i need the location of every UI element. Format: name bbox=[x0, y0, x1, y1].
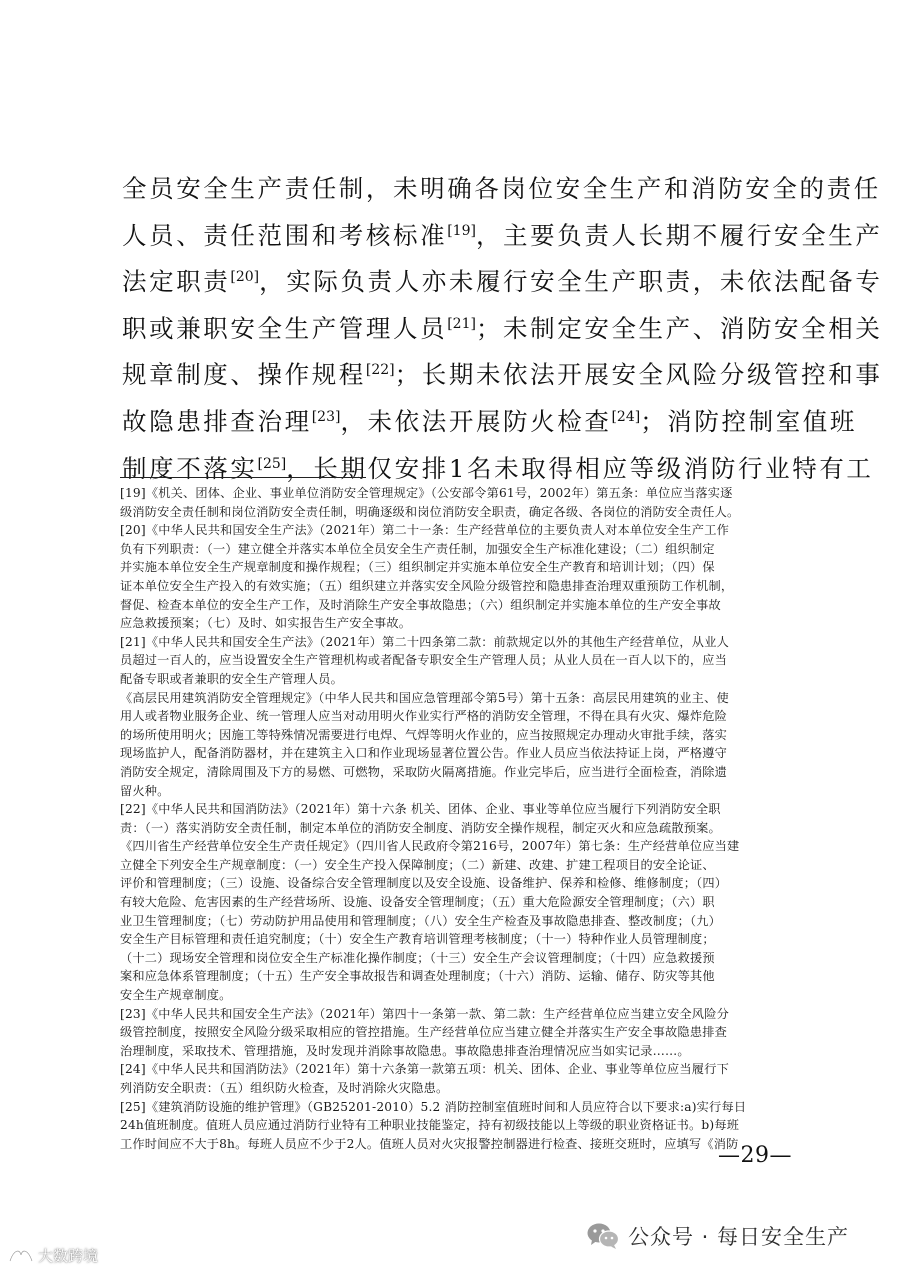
footnote-line: 级消防安全责任制和岗位消防安全责任制，明确逐级和岗位消防安全职责，确定各级、各岗位的消防安全责任人。 bbox=[120, 504, 740, 519]
footnote-ref[interactable]: [24] bbox=[611, 408, 641, 425]
watermark-text: 公众号 · 每日安全生产 bbox=[628, 1225, 850, 1249]
body-text bbox=[122, 166, 883, 492]
footnote-line: [25]《建筑消防设施的维护管理》（GB25201-2010）5.2 消防控制室值班时间和人员应符合以下要求:a)实行每日 bbox=[120, 1099, 747, 1114]
body-line bbox=[122, 352, 883, 399]
footnote-line: 应急救援预案；（七）及时、如实报告生产安全事故。 bbox=[120, 616, 412, 631]
body-line bbox=[122, 306, 883, 353]
footnote-line: 级管控制度，按照安全风险分级采取相应的管控措施。生产经营单位应当建立健全并落实生产安全事故隐患排查 bbox=[120, 1025, 727, 1040]
corner-watermark bbox=[8, 1243, 98, 1267]
footnote-line: 现场监护人，配备消防器材，并在建筑主入口和作业现场显著位置公告。作业人员应当依法持证上岗，严格遵守 bbox=[120, 746, 727, 761]
footnote-line: 业卫生管理制度；（七）劳动防护用品使用和管理制度；（八）安全生产检查及事故隐患排查、整改制度；（九） bbox=[120, 913, 722, 928]
footnote-line: 安全生产规章制度。 bbox=[120, 988, 232, 1003]
body-text-run: 制度不落实 bbox=[122, 453, 258, 483]
footnote-line: （十二）现场安全管理和岗位安全生产标准化操作制度；（十三）安全生产会议管理制度；（十四）应急救援预 bbox=[120, 950, 715, 965]
footnote-line: 用人或者物业服务企业、统一管理人应当对动用明火作业实行严格的消防安全管理，不得在具有火灾、爆炸危险 bbox=[120, 709, 727, 724]
footnote-line: 证本单位安全生产投入的有效实施；（五）组织建立并落实安全风险分级管控和隐患排查治理双重预防工作机制， bbox=[120, 578, 734, 593]
footnote-line: 《高层民用建筑消防安全管理规定》（中华人民共和国应急管理部令第5号）第十五条：高层民用建筑的业主、使 bbox=[120, 690, 729, 705]
body-text-run: 故隐患排查治理 bbox=[122, 406, 312, 436]
footnote-line: [22]《中华人民共和国消防法》（2021年）第十六条 机关、团体、企业、事业等单位应当履行下列消防安全职 bbox=[120, 802, 721, 817]
body-text-run: ，实际负责人亦未履行安全生产职责，未依法配备专 bbox=[259, 267, 883, 297]
body-line bbox=[122, 166, 881, 213]
body-text-run: 全员安全生产责任制，未明确各岗位安全生产和消防安全的责任 bbox=[122, 174, 881, 203]
wechat-icon bbox=[586, 1221, 620, 1251]
footnote-line: [20]《中华人民共和国安全生产法》（2021年）第二十一条：生产经营单位的主要负责人对本单位安全生产工作 bbox=[120, 523, 729, 538]
footnote-ref[interactable]: [21] bbox=[447, 315, 476, 332]
body-text-run: 人员、责任范围和考核标准 bbox=[122, 220, 448, 250]
footnote-line: 有较大危险、危害因素的生产经营场所、设施、设备安全管理制度；（五）重大危险源安全管理制度；（六）职 bbox=[120, 895, 715, 910]
footnote-ref[interactable]: [19] bbox=[447, 222, 476, 239]
footnote-line: 立健全下列安全生产规章制度：（一）安全生产投入保障制度；（二）新建、改建、扩建工程项目的安全论证、 bbox=[120, 857, 715, 872]
footnote-line: 案和应急体系管理制度；（十五）生产安全事故报告和调查处理制度；（十六）消防、运输、储存、防灾等其他 bbox=[120, 969, 715, 984]
body-line bbox=[122, 213, 883, 260]
footnote-ref[interactable]: [22] bbox=[365, 362, 395, 379]
footnote-line: 配备专职或者兼职的安全生产管理人员。 bbox=[120, 671, 343, 686]
footnote-ref[interactable]: [25] bbox=[257, 455, 287, 472]
footnote-line: [23]《中华人民共和国安全生产法》（2021年）第四十一条第一款、第二款：生产经营单位应当建立安全风险分 bbox=[120, 1006, 729, 1021]
footnote-line: 并实施本单位安全生产规章制度和操作规程；（三）组织制定并实施本单位安全生产教育和培训计划；（四）保 bbox=[120, 560, 715, 575]
body-text-run: ；消防控制室值班 bbox=[640, 406, 858, 436]
footnote-line: 员超过一百人的，应当设置安全生产管理机构或者配备专职安全生产管理人员；从业人员在一百人以下的，应当 bbox=[120, 653, 727, 668]
body-text-run: ；长期未依法开展安全风险分级管控和事 bbox=[394, 360, 883, 390]
footnote-ref[interactable]: [23] bbox=[311, 408, 341, 425]
footnote-line: 评价和管理制度；（三）设施、设备综合安全管理制度以及安全设施、设备维护、保养和检修、维修制度；（四） bbox=[120, 876, 728, 891]
footnote-line: 工作时间应不大于8h。每班人员应不少于2人。值班人员对火灾报警控制器进行检查、接班交班时，应填写《消防 bbox=[120, 1136, 739, 1151]
body-text-run: ，主要负责人长期不履行安全生产 bbox=[475, 220, 883, 250]
body-text-run: 法定职责 bbox=[122, 267, 231, 297]
footnote-line: 消防安全规定，清除周围及下方的易燃、可燃物，采取防火隔离措施。作业完毕后，应当进行全面检查，消除遗 bbox=[120, 764, 727, 779]
footnote-line: 24h值班制度。值班人员应通过消防行业特有工种职业技能鉴定，持有初级技能以上等级的职业资格证书。b)每班 bbox=[120, 1118, 740, 1133]
wechat-watermark bbox=[586, 1220, 849, 1252]
footnote-line: 督促、检查本单位的安全生产工作，及时消除生产安全事故隐患；（六）组织制定并实施本单位的生产安全事故 bbox=[120, 597, 721, 612]
footnote-line: 治理制度，采取技术、管理措施，及时发现并消除事故隐患。事故隐患排查治理情况应当如实记录……。 bbox=[120, 1043, 690, 1058]
footnote-line: 留火种。 bbox=[120, 783, 170, 798]
footnote-line: [19]《机关、团体、企业、事业单位消防安全管理规定》（公安部令第61号，2002年）第五条：单位应当落实逐 bbox=[120, 486, 733, 500]
footnote-line: 的场所使用明火；因施工等特殊情况需要进行电焊、气焊等明火作业的，应当按照规定办理动火审批手续，落实 bbox=[120, 727, 727, 742]
logo-icon bbox=[8, 1245, 34, 1265]
page-number: —29— bbox=[718, 1143, 792, 1168]
footnote-line: [24]《中华人民共和国消防法》（2021年）第十六条第一款第五项：机关、团体、企业、事业等单位应当履行下 bbox=[120, 1062, 729, 1077]
footnote-line: 《四川省生产经营单位安全生产责任规定》（四川省人民政府令第216号，2007年）第七条：生产经营单位应当建 bbox=[120, 839, 740, 854]
footnote-line: 负有下列职责：（一）建立健全并落实本单位全员安全生产责任制，加强安全生产标准化建设；（二）组织制定 bbox=[120, 541, 715, 556]
body-line bbox=[122, 259, 883, 306]
body-text-run: 规章制度、操作规程 bbox=[122, 360, 366, 390]
body-text-run: ；未制定安全生产、消防安全相关 bbox=[475, 313, 883, 343]
footnote-ref[interactable]: [20] bbox=[230, 269, 260, 286]
footnote-line: 安全生产目标管理和责任追究制度；（十）安全生产教育培训管理考核制度；（十一）特种作业人员管理制度； bbox=[120, 932, 715, 947]
footnote-line: 列消防安全职责：（五）组织防火检查，及时消除火灾隐患。 bbox=[120, 1081, 449, 1095]
corner-watermark-text: 大数跨境 bbox=[38, 1246, 99, 1265]
body-line bbox=[122, 399, 858, 446]
footnote-line: [21]《中华人民共和国安全生产法》（2021年）第二十四条第二款：前款规定以外的其他生产经营单位，从业人 bbox=[120, 634, 729, 649]
footnotes bbox=[120, 484, 796, 1153]
body-text-run: ，长期仅安排1名未取得相应等级消防行业特有工 bbox=[286, 453, 874, 483]
footnote-divider bbox=[120, 477, 366, 478]
footnote-line: 责：（一）落实消防安全责任制，制定本单位的消防安全制度、消防安全操作规程，制定灭火和应急疏散预案。 bbox=[120, 820, 721, 835]
body-text-run: ，未依法开展防火检查 bbox=[340, 406, 612, 436]
body-text-run: 职或兼职安全生产管理人员 bbox=[122, 313, 448, 343]
